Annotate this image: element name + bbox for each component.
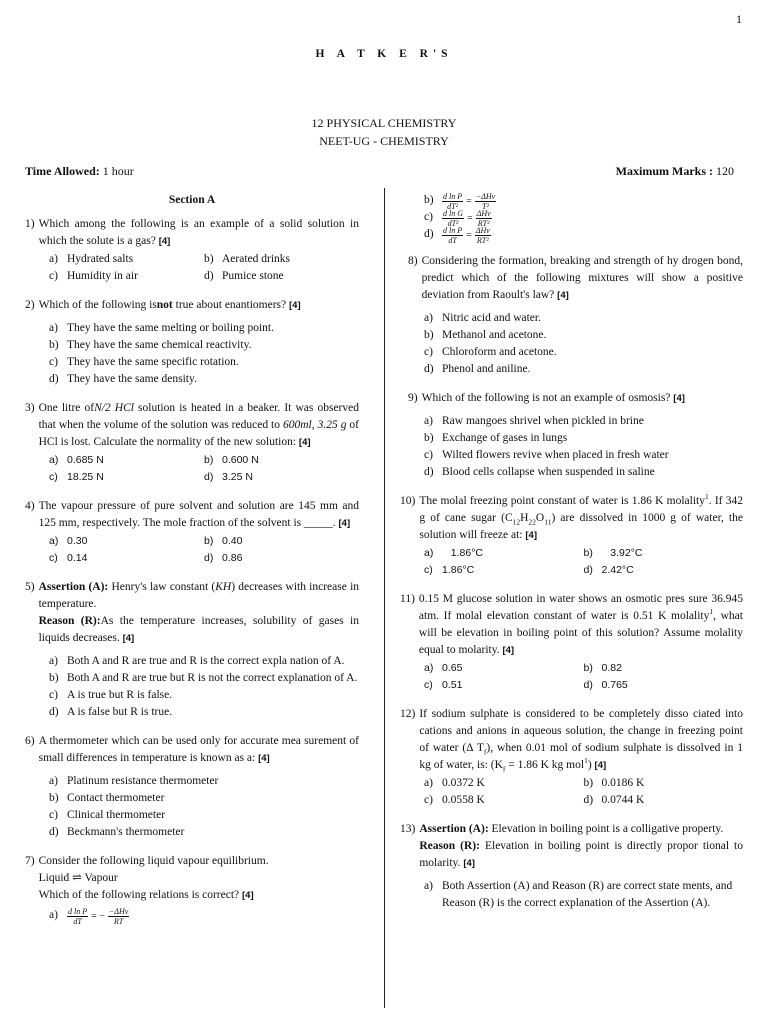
option-a[interactable] [424,878,743,912]
option-letter: a) [424,880,433,892]
option-b[interactable] [204,452,359,469]
option-text: Chloroform and acetone. [442,346,557,358]
option-d[interactable] [49,824,359,841]
option-b[interactable] [584,545,744,562]
option-text: Wilted flowers revive when placed in fresh water [442,449,669,461]
reason-text: As the temperature increases, solubility of gases in liquids decreases. [38,615,359,644]
marks-badge: [4] [258,753,270,764]
question-text-mid2: = 1.86 K kg mol [505,759,585,771]
question-text-end: ) [587,759,592,771]
column-divider [384,188,385,1008]
time-value: 1 hour [102,164,134,178]
marks-badge: [4] [289,300,301,311]
marks-badge: [4] [525,530,537,541]
option-text: Aerated drinks [222,253,291,265]
option-letter: c) [424,346,433,358]
fraction-numerator: ΔHv [475,226,490,235]
option-letter: c) [424,564,433,576]
time-label: Time Allowed: [25,164,100,178]
option-letter: d) [424,363,434,375]
option-text: Hydrated salts [67,253,134,265]
option-letter: a) [424,662,434,674]
question-8 [400,253,743,378]
question-4 [25,498,359,567]
option-text: Both A and R are true but R is not the correct explanation of A. [67,672,358,684]
question-number: 9) [408,392,418,404]
question-7 [25,853,359,926]
options [400,878,743,912]
question-text: 0.15 M glucose solution in water shows an osmotic pres sure 36.945 atm. If molal elevation constant of water is 0.51 K molality [418,593,743,622]
question-text-mid: . If 342 g of cane sugar (C [419,495,743,524]
fraction-denominator: dT² [447,202,458,211]
option-letter: a) [49,535,59,547]
options [400,660,743,694]
option-b[interactable] [584,775,744,792]
fraction-numerator: d ln P [443,226,463,235]
question-text: Considering the formation, breaking and strength of hy drogen bond, predict which of the following mixtures will show a positive deviation from Raoult's law? [421,255,743,301]
assertion-text: Henry's law constant ( [111,581,216,593]
option-text: Phenol and aniline. [442,363,531,375]
subscript: 11 [544,517,552,527]
options [25,533,359,567]
question-number: 12) [400,708,416,720]
option-d[interactable] [49,371,359,388]
math-volume: 600ml, 3.25 g [282,419,347,431]
option-letter: c) [424,211,433,223]
option-text: 0.0372 K [442,777,485,789]
assertion-label: Assertion (A): [38,581,109,593]
question-text: The vapour pressure of pure solvent and solution are 145 mm and 125 mm, respectively. The mole fraction of the solvent is _____. [38,500,359,529]
option-letter: b) [583,547,593,559]
option-c[interactable] [49,687,359,704]
options [25,773,359,841]
option-text: 0.600 N [222,454,259,466]
option-b[interactable] [49,670,359,687]
fraction-denominator: RT² [477,219,490,228]
option-d[interactable] [49,704,359,721]
option-letter: a) [49,253,58,265]
option-c[interactable] [49,354,359,371]
question-number: 2) [25,299,35,311]
question-text: If sodium sulphate is considered to be completely disso ciated into cations and anions in aqueous solution, the change in freezing point of water (Δ T [419,708,743,754]
marks-badge: [4] [594,760,607,771]
left-column [25,192,359,938]
options [25,907,359,926]
formula-element: H [520,512,529,524]
marks-value: 120 [716,164,734,178]
option-c[interactable] [424,447,743,464]
question-text: Which of the following is [38,299,157,311]
equals-sign: = − [91,911,105,922]
superscript: 1 [704,492,709,502]
brand-title: H A T K E R'S [315,48,453,60]
right-column [400,192,743,924]
option-a[interactable] [49,251,204,268]
option-c[interactable] [49,807,359,824]
reason-label: Reason (R): [419,840,480,852]
subscript: f [483,747,487,757]
option-letter: b) [204,253,214,265]
assertion-label: Assertion (A): [419,823,489,835]
question-text: One litre of [38,402,95,414]
option-text: Platinum resistance thermometer [67,775,219,787]
question-1 [25,216,359,285]
question-text: Consider the following liquid vapour equilibrium. [38,855,269,867]
option-letter: b) [49,672,59,684]
option-text: A is true but R is false. [67,689,173,701]
option-letter: d) [49,826,59,838]
option-d[interactable] [424,361,743,378]
option-letter: a) [424,312,433,324]
option-text: Methanol and acetone. [442,329,547,341]
option-text: 0.0558 K [442,794,485,806]
question-text: Which among the following is an example of a solid solution in which the solute is a gas? [38,218,359,247]
option-text: A is false but R is true. [67,706,173,718]
option-letter: a) [424,777,433,789]
fraction-denominator: T² [482,202,489,211]
superscript: 1 [584,756,588,766]
option-text: 0.0186 K [601,777,645,789]
option-text: Contact thermometer [67,792,165,804]
time-allowed [25,163,134,180]
marks-badge: [4] [242,890,254,901]
option-letter: d) [204,270,214,282]
question-text-end: true about enantiomers? [172,299,287,311]
option-d[interactable] [584,677,744,694]
question-text-end: of HCl is lost. Calculate the normality of the new solution: [38,419,360,448]
question-9 [400,390,743,481]
equals-sign: = [467,213,473,224]
option-text: They have the same chemical reactivity. [67,339,252,351]
reason-label: Reason (R): [38,615,101,627]
options [400,310,743,378]
option-text: 18.25 N [67,471,104,483]
paper-title: 12 PHYSICAL CHEMISTRY [311,116,457,130]
option-letter: c) [424,679,433,691]
option-letter: b) [583,777,594,789]
fraction-numerator: d ln P [443,192,463,201]
options [400,775,743,809]
option-letter: d) [204,552,214,564]
option-d[interactable] [424,464,743,481]
option-letter: b) [424,329,434,341]
option-letter: b) [204,535,214,547]
marks-badge: [4] [338,518,351,529]
fraction-denominator: dT [73,917,82,926]
fraction-numerator: −ΔHv [108,907,129,916]
option-text: 0.82 [601,662,622,674]
option-d[interactable] [204,268,359,285]
option-letter: c) [49,809,58,821]
option-text: 0.0744 K [601,794,645,806]
question-11 [400,591,743,694]
option-text: Beckmann's thermometer [67,826,185,838]
fraction-denominator: RT [113,917,124,926]
question-number: 4) [25,500,35,512]
option-text: 0.51 [442,679,463,691]
option-text: Exchange of gases in lungs [442,432,568,444]
question-number: 10) [400,495,416,507]
question-text-end: , what will be elevation in boiling point of this solution? Assume molality equal to molarity. [418,610,743,656]
option-c[interactable] [424,344,743,361]
question-text: A thermometer which can be used only for accurate mea surement of small differences in temperature is known as a: [38,735,359,764]
option-letter: d) [583,794,594,806]
option-a[interactable] [49,773,359,790]
question-number: 7) [25,855,35,867]
section-title: Section A [168,194,216,206]
option-d[interactable] [204,550,359,567]
marks-badge: [4] [463,858,475,869]
question-number: 3) [25,402,35,414]
option-a[interactable] [49,533,204,550]
option-a[interactable] [424,660,584,677]
equilibrium-liquid: Liquid [38,872,70,884]
option-letter: c) [49,270,58,282]
marks-badge: [4] [158,236,171,247]
option-text: Pumice stone [222,270,284,282]
option-text: Both A and R are true and R is the correct expla nation of A. [67,655,345,667]
option-letter: a) [49,909,58,921]
option-text: They have the same density. [67,373,197,385]
option-letter: d) [204,471,214,483]
option-letter: c) [424,449,433,461]
assertion-text: Elevation in boiling point is a colligative property. [488,823,724,835]
option-b[interactable] [584,660,744,677]
equals-sign: = [466,196,472,207]
option-a[interactable] [424,310,743,327]
option-c[interactable] [49,469,204,486]
options [25,251,359,285]
fraction-denominator: RT² [476,236,489,245]
subscript: 12 [512,517,521,527]
option-a[interactable] [49,320,359,337]
marks-badge: [4] [673,393,685,404]
option-text: 3.25 N [222,471,253,483]
option-letter: d) [49,373,59,385]
reason-text: Elevation in boiling point is directly propor tional to molarity. [419,840,744,869]
option-letter: b) [424,194,434,206]
question-3 [25,400,359,486]
page-number: 1 [736,12,742,26]
question-text: The molal freezing point constant of water is 1.86 K molality [419,495,705,507]
options [400,545,743,579]
option-letter: a) [49,775,58,787]
option-letter: d) [583,679,593,691]
option-b[interactable] [424,430,743,447]
question-text-mid: solution is heated in a beaker. It was observed that when the volume of the solution was reduced to [38,402,359,431]
option-text: Both Assertion (A) and Reason (R) are correct state ments, and Reason (R) is the correct explanation of the Assertion (A). [442,880,733,909]
question-5 [25,579,359,721]
options [25,653,359,721]
option-letter: b) [424,432,434,444]
marks-badge: [4] [502,645,515,656]
option-a[interactable] [424,413,743,430]
question-number: 5) [25,581,35,593]
fraction-numerator: −ΔHv [475,192,496,201]
option-d[interactable] [584,792,744,809]
option-a[interactable] [49,907,359,926]
fraction-numerator: ΔHv [476,209,491,218]
option-c[interactable] [424,792,584,809]
fraction-numerator: d ln P [68,907,88,916]
fraction-denominator: dT² [447,219,459,228]
options [25,452,359,486]
option-text: 0.86 [222,552,243,564]
question-number: 1) [25,218,35,230]
marks-label: Maximum Marks : [615,164,713,178]
question-6 [25,733,359,841]
option-text: They have the same specific rotation. [67,356,239,368]
option-letter: d) [583,564,593,576]
option-formula [67,907,129,926]
option-d[interactable] [424,226,743,245]
option-text: 2.42°C [601,564,634,576]
formula-element: O [535,512,545,524]
option-text: 0.685 N [67,454,104,466]
option-text: Blood cells collapse when suspended in saline [442,466,655,478]
option-letter: d) [424,228,434,240]
option-letter: a) [49,655,58,667]
option-text: 0.40 [222,535,243,547]
option-text: 3.92°C [601,547,643,559]
option-d[interactable] [584,562,744,579]
superscript: 1 [709,607,714,617]
option-letter: b) [583,662,593,674]
option-letter: c) [49,471,58,483]
question-10 [400,493,743,579]
option-letter: a) [49,322,58,334]
option-letter: b) [49,339,59,351]
option-text: Nitric acid and water. [442,312,541,324]
option-letter: c) [49,552,58,564]
option-a[interactable] [49,653,359,670]
option-a[interactable] [424,545,584,562]
question-text: Which of the following is not an example of osmosis? [421,392,671,404]
options [400,413,743,481]
marks-badge: [4] [557,290,569,301]
option-c[interactable] [424,562,584,579]
option-text: Humidity in air [67,270,138,282]
option-letter: c) [424,794,433,806]
question-number: 13) [400,823,416,835]
option-text: They have the same melting or boiling point. [67,322,274,334]
option-text: Raw mangoes shrivel when pickled in brine [442,415,644,427]
marks-badge: [4] [298,437,311,448]
fraction-denominator: dT [448,236,457,245]
option-text: 0.14 [67,552,88,564]
assertion-text-end: ) decreases with increase in temperature. [38,581,360,610]
question-2 [25,297,359,388]
option-letter: a) [424,415,433,427]
option-c[interactable] [424,677,584,694]
subscript: 22 [528,517,536,527]
option-c[interactable] [49,268,204,285]
option-d[interactable] [204,469,359,486]
subscript: f [502,764,506,774]
option-b[interactable] [49,337,359,354]
option-b[interactable] [424,327,743,344]
equals-sign: = [466,230,472,241]
equilibrium-vapour: Vapour [84,872,118,884]
question-number: 11) [400,593,415,605]
option-letter: d) [424,466,434,478]
option-text: 1.86°C [442,547,483,559]
option-text: 0.765 [601,679,628,691]
option-text: 0.65 [442,662,463,674]
math-kh: KH [215,581,232,593]
option-b[interactable] [204,251,359,268]
option-letter: b) [49,792,59,804]
option-b[interactable] [49,790,359,807]
options [25,320,359,388]
option-letter: d) [49,706,59,718]
option-text: Clinical thermometer [67,809,166,821]
fraction-numerator: d ln G [443,209,463,218]
option-letter: a) [424,547,434,559]
option-letter: c) [49,689,58,701]
question-emphasis: not [156,299,173,311]
option-letter: a) [49,454,59,466]
q7-options-continued [400,192,743,245]
equilibrium-arrow-icon: ⇌ [72,872,82,884]
option-b[interactable] [204,533,359,550]
question-ask: Which of the following relations is correct? [38,889,240,901]
maximum-marks [616,163,734,180]
option-formula [442,226,491,245]
option-letter: c) [49,356,58,368]
option-text: 1.86°C [442,564,475,576]
question-text-end: ) are dissolved in 1000 g of water, the solution will freeze at: [419,512,743,541]
option-a[interactable] [424,775,584,792]
paper-subtitle: NEET-UG - CHEMISTRY [319,134,449,148]
question-number: 6) [25,735,35,747]
question-13 [400,821,743,912]
question-12 [400,706,743,809]
marks-badge: [4] [122,633,135,644]
option-c[interactable] [49,550,204,567]
option-a[interactable] [49,452,204,469]
question-number: 8) [408,255,418,267]
question-text-mid: ), when 0.01 mol of sodium sulphate is dissolved in 1 kg of water, is: (K [419,742,744,771]
option-text: 0.30 [67,535,88,547]
math-concentration: N/2 HCl [94,402,134,414]
option-letter: b) [204,454,214,466]
